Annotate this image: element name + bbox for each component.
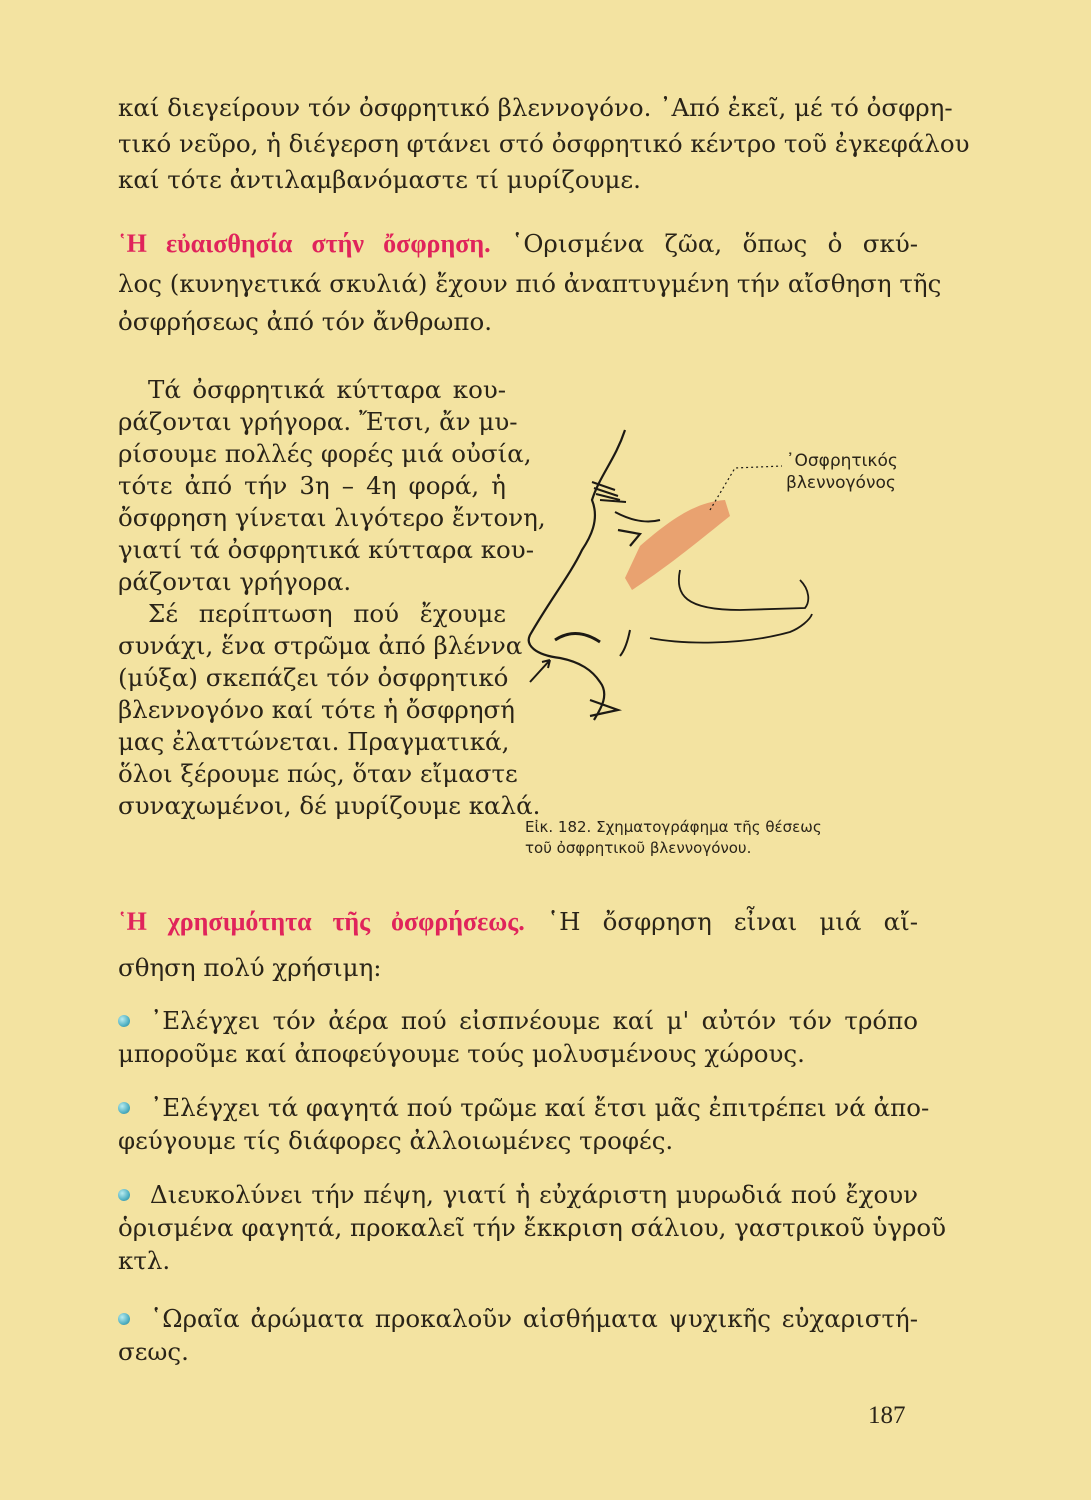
- column-line: ράζονται γρήγορα.: [118, 567, 352, 596]
- bullet-item: [94, 1091, 930, 1157]
- usefulness-heading: ῾Η χρησιμότητα τῆς ὀσφρήσεως.: [118, 907, 525, 936]
- bullet-line: ᾿Ελέγχει τά φαγητά πού τρῶμε καί ἔτσι μᾶς ἐπιτρέπει νά ἀπο-: [150, 1093, 930, 1122]
- bullet-dot-icon: [118, 1015, 130, 1027]
- sensitivity-line-3: ὀσφρήσεως ἀπό τόν ἄνθρωπο.: [118, 307, 492, 336]
- bullet-line: ῾Ωραῖα ἀρώματα προκαλοῦν αἰσθήματα ψυχικῆς εὐχαριστή-: [150, 1304, 918, 1333]
- column-line: συναχωμένοι, δέ μυρίζουμε καλά.: [118, 791, 541, 820]
- usefulness-first-line-text: ῾Η ὄσφρηση εἶναι μιά αἴ-: [546, 907, 918, 936]
- usefulness-first-line: [118, 906, 918, 938]
- palate-curve-lower: [650, 614, 812, 643]
- nose-profile-line: [529, 430, 625, 720]
- bullet-item: [94, 1302, 918, 1368]
- intro-line-3: καί τότε ἀντιλαμβανόμαστε τί μυρίζουμε.: [118, 165, 641, 194]
- column-line: βλεννογόνο καί τότε ἡ ὄσφρησή: [118, 695, 515, 724]
- bullet-dot-icon: [118, 1313, 130, 1325]
- column-line: μας ἐλαττώνεται. Πραγματικά,: [118, 727, 510, 756]
- page-number: 187: [868, 1402, 906, 1429]
- column-line: ὄσφρηση γίνεται λιγότερο ἔντονη,: [118, 503, 546, 532]
- sensitivity-line-2: λος (κυνηγετικά σκυλιά) ἔχουν πιό ἀναπτυγμένη τήν αἴσθηση τῆς: [118, 269, 942, 298]
- figure-caption: [525, 817, 925, 859]
- column-line: Τά ὀσφρητικά κύτταρα κου-: [148, 375, 506, 404]
- figure-label: [786, 450, 898, 494]
- bullet-line: σεως.: [118, 1337, 189, 1366]
- column-line: (μύξα) σκεπάζει τόν ὀσφρητικό: [118, 663, 509, 692]
- bullet-item: [94, 1004, 918, 1070]
- airflow-arrow: [530, 660, 550, 682]
- usefulness-line-2: σθηση πολύ χρήσιμη:: [118, 953, 382, 982]
- figure-label-line-1: ᾿Οσφρητικός: [786, 451, 898, 471]
- column-line: Σέ περίπτωση πού ἔχουμε: [148, 599, 506, 628]
- bullet-line: φεύγουμε τίς διάφορες ἀλλοιωμένες τροφές.: [118, 1126, 674, 1155]
- column-line: τότε ἀπό τήν 3η – 4η φορά, ἡ: [118, 471, 506, 500]
- nostril-curve: [555, 633, 600, 642]
- bullet-line: κτλ.: [118, 1246, 171, 1275]
- intro-line-1: καί διεγείρουν τόν ὀσφρητικό βλεννογόνο. ᾿Από ἐκεῖ, μέ τό ὀσφρη-: [118, 93, 953, 122]
- bullet-line: Διευκολύνει τήν πέψη, γιατί ἡ εὐχάριστη μυρωδιά πού ἔχουν: [150, 1180, 918, 1209]
- sensitivity-first-line-text: ῾Ορισμένα ζῶα, ὅπως ὁ σκύ-: [511, 229, 919, 258]
- figure-label-line-2: βλεννογόνος: [786, 473, 896, 493]
- olfactory-mucosa-shape: [625, 500, 730, 590]
- bullet-dot-icon: [118, 1189, 130, 1201]
- column-line: ρίσουμε πολλές φορές μιά οὐσία,: [118, 439, 532, 468]
- bullet-item: [94, 1178, 947, 1277]
- bullet-dot-icon: [118, 1102, 130, 1114]
- eye-mark: [615, 512, 660, 522]
- bullet-line: μποροῦμε καί ἀποφεύγουμε τούς μολυσμένους χώρους.: [118, 1039, 805, 1068]
- column-line: γιατί τά ὀσφρητικά κύτταρα κου-: [118, 535, 534, 564]
- column-line: ράζονται γρήγορα. Ἔτσι, ἄν μυ-: [118, 407, 518, 436]
- fatigue-column: [118, 374, 546, 822]
- caption-line-2: τοῦ ὀσφρητικοῦ βλεννογόνου.: [525, 839, 752, 857]
- bullet-line: ὁρισμένα φαγητά, προκαλεῖ τήν ἔκκριση σάλιου, γαστρικοῦ ὑγροῦ: [118, 1213, 947, 1242]
- palate-curve-upper: [679, 570, 808, 610]
- sensitivity-heading: ῾Η εὐαισθησία στήν ὄσφρηση.: [118, 229, 491, 258]
- column-line: ὅλοι ξέρουμε πώς, ὅταν εἴμαστε: [118, 759, 518, 788]
- nostril-mark: [618, 530, 640, 546]
- bullet-line: ᾿Ελέγχει τόν ἀέρα πού εἰσπνέουμε καί μ' αὐτόν τόν τρόπο: [150, 1006, 918, 1035]
- sensitivity-first-line: [118, 228, 918, 260]
- caption-line-1: Εἰκ. 182. Σχηματογράφημα τῆς θέσεως: [525, 818, 822, 836]
- intro-line-2: τικό νεῦρο, ἡ διέγερση φτάνει στό ὀσφρητικό κέντρο τοῦ ἐγκεφάλου: [118, 129, 970, 158]
- lip-mark: [620, 630, 630, 656]
- column-line: συνάχι, ἕνα στρῶμα ἀπό βλέννα: [118, 631, 523, 660]
